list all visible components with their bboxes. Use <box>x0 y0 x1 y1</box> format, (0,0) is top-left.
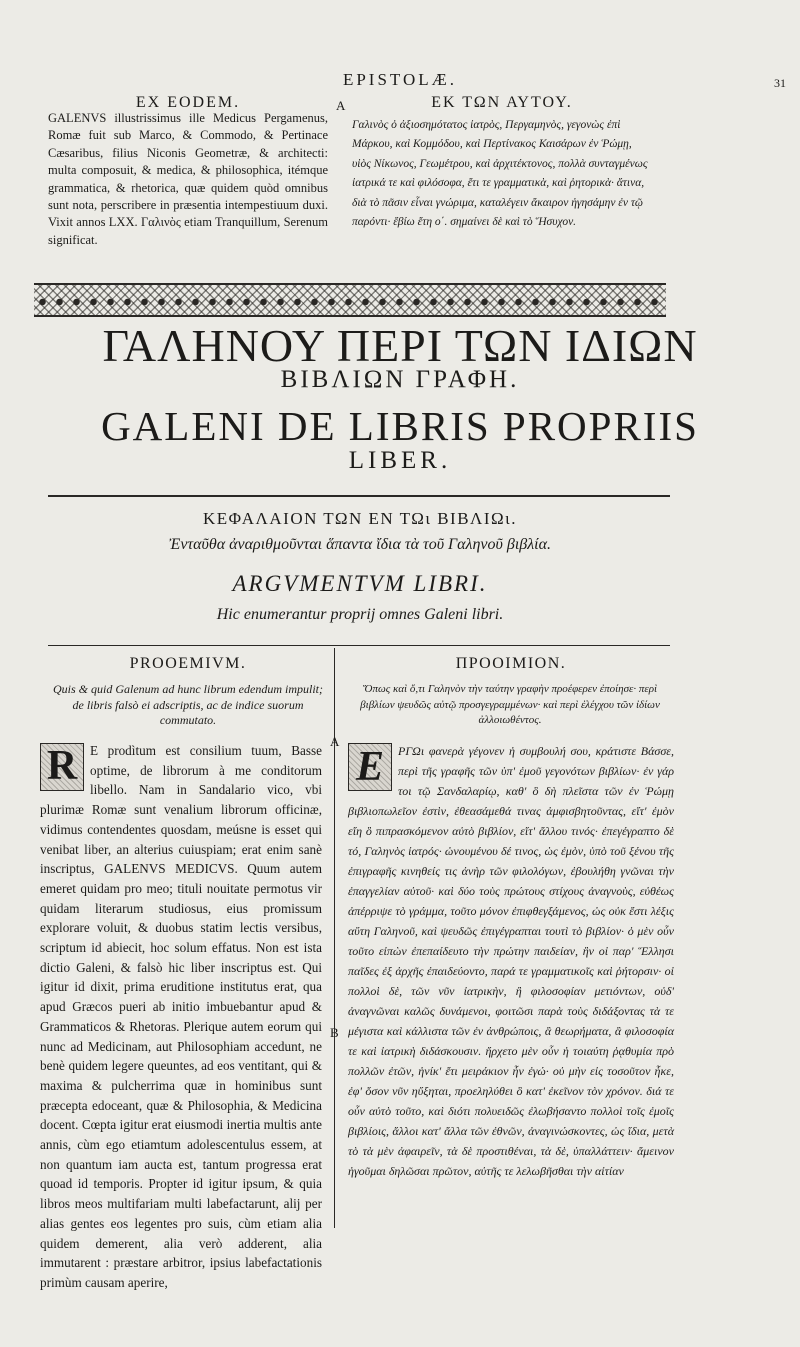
latin-intro-text: GALENVS illustrissimus ille Medicus Pergamenus, Romæ fuit sub Marco, & Commodo, & Pertinace Cæsaribus, filius Niconis Geometræ, & architecti: multa composuit, & medica, & philosophica, itémque grammatica, & rhetorica, quæ quidem quòd omnibus sunt nota, perscribere in præsentia intempestiuum duxi. Vixit annos LXX. Γαλινὸς etiam Tranquillum, Serenum significat. <box>48 111 328 247</box>
greek-book-title: ΓΑΛΗΝΟΥ ΠΕΡΙ ΤΩΝ ΙΔΙΩΝ <box>102 320 698 371</box>
latin-book-subtitle: LIBER. <box>348 447 452 474</box>
latin-proemium-heading: PROOEMIVM. <box>129 655 247 672</box>
greek-intro-title: ΕΚ ΤΩΝ ΑΥΤΟΥ. <box>431 94 573 111</box>
section-rule <box>48 645 670 646</box>
argument-text: Hic enumerantur proprij omnes Galeni libri. <box>216 606 504 623</box>
margin-letter-a-top: A <box>336 98 346 113</box>
greek-book-subtitle: ΒΙΒΛΙΩΝ ΓΡΑΦΗ. <box>280 366 520 393</box>
greek-proemium-body <box>348 741 674 1181</box>
greek-intro-text: Γαλινὸς ὁ ἀξιοσημότατος ἰατρὸς, Περγαμηνὸς, γεγονὼς ἐπὶ Μάρκου, καὶ Κομμόδου, καὶ Περτίνακος Καισάρων ἐν Ῥώμῃ, υἱὸς Νίκωνος, Γεωμέτρου, καὶ ἀρχιτέκτονος, πολλὰ συνταγμένως ἰατρικά τε καὶ φιλόσοφα, ἔτι τε γραμματικὰ, καὶ ῥητορικὰ· ἅτινα, διὰ τὸ πᾶσιν εἶναι γνώριμα, καταλέγειν ἄκαιρον ἡγησάμην ἐν τῷ παρόντι· ἔβίω ἔτη ο΄. σημαίνει δὲ καὶ τὸ Ἥσυχον. <box>352 119 648 229</box>
greek-dropcap: E <box>348 743 392 791</box>
chapter-greek-summary: Ἐνταῦθα ἀναριθμοῦνται ἅπαντα ἴδια τὰ τοῦ Γαληνοῦ βιβλία. <box>168 536 552 553</box>
latin-dropcap: R <box>40 743 84 791</box>
decorative-ornament-band <box>34 283 666 317</box>
greek-proemium-heading: ΠΡΟΟΙΜΙΟΝ. <box>455 655 567 672</box>
chapter-greek-heading: ΚΕΦΑΛΑΙΟΝ ΤΩΝ ΕΝ ΤΩι ΒΙΒΛΙΩι. <box>203 509 517 528</box>
greek-body-text: ΡΓΩι φανερὰ γέγονεν ἡ συμβουλή σου, κράτιστε Βάσσε, περὶ τῆς γραφῆς τῶν ὑπ' ἐμοῦ γεγονότων βιβλίων· ἐν γάρ τοι τῷ Σανδαλαρίῳ, καθ' ὃ δὴ πλεῖστα τῶν ἐν Ῥώμῃ βιβλιοπωλεῖον ἐστὶν, ἐθεασάμεθά τινας ἀμφισβητοῦντας, εἴτ' ἐμὸν εἴη ὃ πιπρασκόμενον αὐτὸ βιβλίον, εἴτ' ἄλλου τινός· ἐπεγέγραπτο δὲ τό, Γαληνὸς ἰατρός· ὠνουμένου δέ τινος, ὡς ἐμὸν, ὑπὸ τοῦ ξένου τῆς ἐπιγραφῆς κινηθείς τις ἀνὴρ τῶν φιλολόγων, ἐβουλήθη γνῶναι τὴν ἐπαγγελίαν αὐτοῦ· καὶ δύο τοὺς πρώτους στίχους ἀναγνοὺς, εὐθέως ἀπέρριψε τὸ γράμμα, τοῦτο μόνον ἐπιφθεγξάμενος, ὡς οὐκ ἔστι λέξις αὕτη Γαληνοῦ, καὶ ψευδῶς ἐπιγέγραπται τουτὶ τὸ βιβλίον· ὁ μὲν οὖν τοῦτο εἰπὼν ἐπεπαίδευτο τὴν πρώτην παιδείαν, ἣν οἱ παρ' Ἕλλησι παῖδες ἐξ ἀρχῆς ἐπαιδεύοντο, παρά τε γραμματικοῖς καὶ ῥήτορσιν· οἱ πολλοὶ δὲ, τῶν νῦν ἰατρικὴν, ἢ φιλοσοφίαν μετιόντων, οὐδ' ἀναγνῶναι καλῶς δυνάμενοι, φοιτῶσι παρὰ τοὺς διδάξοντας τὰ τε μέγιστα καὶ κάλλιστα τῶν ἐν ἀνθρώποις, ἃ θεωρήματα, ἃ φιλοσοφία τε καὶ ἰατρικὴ διδάσκουσιν. ἤρχετο μὲν οὖν ἡ τοιαύτη ῥᾳθυμία πρὸ πολλῶν ἐτῶν, ἡνίκ' ἔτι μειράκιον ἦν ἐγώ· οὐ μὴν εἰς τοσοῦτον ἧκε, ἐφ' ὅσον νῦν ηὔξηται, προεληλύθει ὃ κατ' ἐκεῖνον τὸν χρόνον. διά τε οὖν αὐτὸ τοῦτο, καὶ διότι πολυειδῶς ἐλωβήσαντο πολλοὶ τοῖς ἐμοῖς βιβλίοις, ἄλλοι κατ' ἄλλα τῶν ἐθνῶν, ἀναγινώσκοντες, ὡς ἴδια, μετὰ τὸ τὰ μὲν ἀφαιρεῖν, τὰ δὲ προστιθέναι, τὰ δὲ, ὑπαλλάττειν· ἄμεινον ἡγοῦμαι δηλῶσαι πρῶτον, αὐτῆς τε λελωβῆσθαι τὴν αἰτίαν <box>348 744 674 1178</box>
margin-letter-b: B <box>330 1025 339 1040</box>
latin-book-title: GALENI DE LIBRIS PROPRIIS <box>101 403 699 449</box>
greek-proemium-summary: Ὅπως καὶ ὅ,τι Γαληνὸν τὴν ταύτην γραφὴν προέφερεν ἐποίησε· περὶ βιβλίων ψευδῶς αὐτῷ προσγεγραμμένων· καὶ περὶ ἐλέγχου τῶν ἰδίων ἀλλοιωθέντος. <box>360 683 660 726</box>
margin-letter-a: A <box>330 734 340 749</box>
page-number: 31 <box>774 76 786 90</box>
running-head: EPISTOLÆ. <box>342 70 458 89</box>
argument-title: ARGVMENTVM LIBRI. <box>232 571 488 596</box>
latin-intro-title: EX EODEM. <box>135 94 241 111</box>
latin-proemium-summary: Quis & quid Galenum ad hunc librum edendum impulit; de libris falsò ei adscriptis, ac de indice suorum commutato. <box>53 682 323 727</box>
latin-body-text: E prodìtum est consilium tuum, Basse optime, de librorum à me conditorum libello. Nam in Sandalario vico, vbi plurimæ Romæ sunt venalium librorum officinæ, vidimus contendentes quosdam, meúsne is esset qui venibat liber, an alterius cuiuspiam; erat enim sanè inscriptus, GALENVS MEDICVS. Quum autem emeret quidam pro meo; tituli nouitate permotus vir quidam literarum studiosus, eius promissum explorare voluit, & duobus statim lectis versibus, scriptum id abiecit, hoc solum effatus. Non est ista dictio Galeni, & falsò hic liber inscriptus est. Qui igitur id dixit, prima eruditione institutus erat, qua apud Græcos pueri ab initio imbuebantur apud & Grammaticos & Rhetoras. Plerique autem eorum qui nunc ad Medicinam, aut Philosophiam accedunt, ne benè quidem legere queuntes, ad eos ventitant, qui & maxima & pulcherrima quæ in hominibus sunt præcepta edoceant, quæ & Philosophia, & Medicina docent. Cœpta igitur erat eiusmodi inertia multis ante annis, cùm ego etiamtum adolescentulus essem, at non quantum iam aucta est, tantum progressa erat quoad id temporis. Propter id igitur ipsum, & quia libros meos multifariam multi labefactarunt, alij per alias gentes eos legentes pro suis, cùm etiam alia quidem demerent, alia verò adderent, alia immutarent : præstare arbitror, ipsius labefactationis primùm causam aperire, <box>40 743 322 1290</box>
title-rule <box>48 495 670 497</box>
latin-proemium-body <box>40 741 322 1293</box>
